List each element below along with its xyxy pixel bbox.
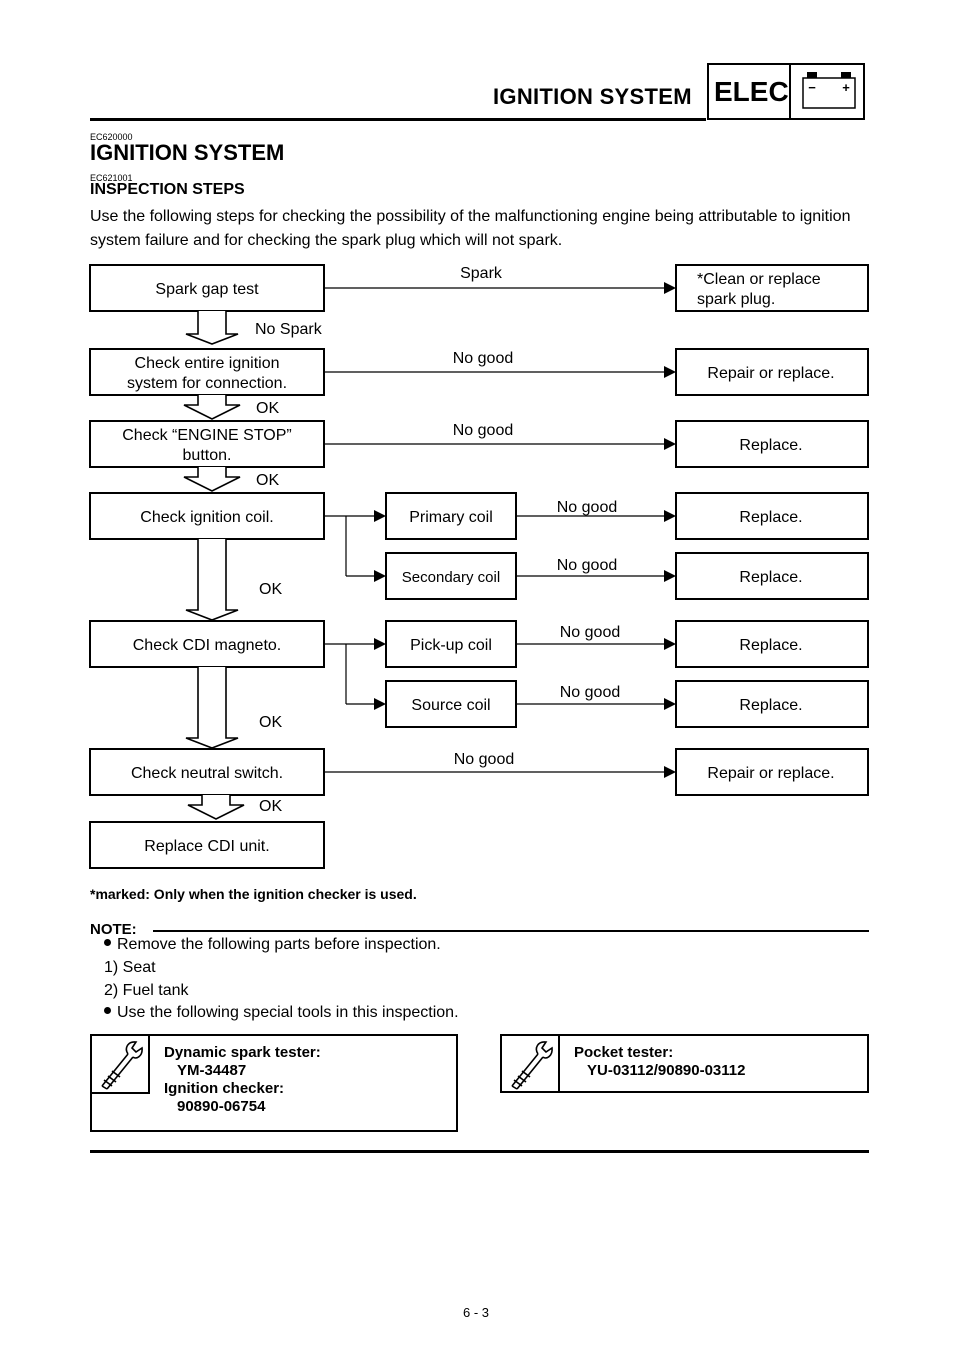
- arrowhead: [664, 570, 676, 582]
- mid-box-label: Source coil: [411, 697, 491, 714]
- result-box-label: Replace.: [739, 697, 803, 714]
- edge-label: No good: [559, 624, 621, 641]
- bullet-icon: [104, 939, 111, 946]
- note-item: [104, 936, 441, 954]
- tool-text: [164, 1044, 321, 1116]
- step-box-label: Replace CDI unit.: [144, 838, 270, 855]
- arrowhead: [664, 510, 676, 522]
- step-box-label: Check CDI magneto.: [132, 637, 282, 654]
- page-title: IGNITION SYSTEM: [90, 140, 285, 165]
- down-arrow: [184, 395, 240, 419]
- edge-label: Spark: [460, 265, 502, 282]
- result-box-label: Repair or replace.: [707, 765, 835, 782]
- page-number: 6 - 3: [463, 1305, 490, 1320]
- tool-icon-cell: [502, 1036, 560, 1091]
- arrowhead: [664, 438, 676, 450]
- arrowhead: [374, 638, 386, 650]
- step-box-label: Check entire ignition: [134, 355, 280, 372]
- mid-box-label: Secondary coil: [401, 569, 501, 586]
- header-section-title: IGNITION SYSTEM: [493, 84, 692, 109]
- result-box-label: Replace.: [739, 437, 803, 454]
- battery-plus: +: [842, 80, 850, 95]
- intro-paragraph: Use the following steps for checking the possibility of the malfunctioning engine being attributable to ignition system failure and for checking the spark plug which will not spark.: [90, 208, 851, 249]
- tool-icon-cell: [92, 1036, 150, 1094]
- tool-name: Ignition checker:: [164, 1080, 285, 1097]
- step-box-label: Check “ENGINE STOP”: [122, 427, 292, 444]
- special-tool-box: [500, 1034, 869, 1093]
- arrowhead: [374, 570, 386, 582]
- down-arrow: [186, 311, 238, 344]
- tool-name: Pocket tester:: [574, 1044, 674, 1061]
- bullet-icon: [104, 1007, 111, 1014]
- mid-box-label: Primary coil: [409, 509, 493, 526]
- edge-label: No good: [559, 684, 621, 701]
- down-label: OK: [256, 472, 280, 489]
- arrowhead: [664, 638, 676, 650]
- note-item: [104, 1004, 459, 1022]
- result-box-label: Repair or replace.: [707, 365, 835, 382]
- special-tool-box: [90, 1034, 458, 1132]
- elec-badge-label: ELEC: [714, 76, 789, 107]
- note-subitem: 2) Fuel tank: [104, 982, 189, 999]
- down-arrow: [186, 539, 238, 620]
- down-arrow: [188, 795, 244, 819]
- tool-number: YU-03112/90890-03112: [587, 1062, 746, 1079]
- bottom-rule: [90, 1150, 869, 1153]
- step-box-label: Spark gap test: [155, 281, 259, 298]
- edge-label: No good: [556, 557, 618, 574]
- battery-minus: −: [808, 80, 816, 95]
- tool-name: Dynamic spark tester:: [164, 1044, 321, 1061]
- result-box-label: Replace.: [739, 637, 803, 654]
- arrowhead: [664, 766, 676, 778]
- result-box-label: Replace.: [739, 569, 803, 586]
- subsection-code: EC621001: [90, 173, 133, 183]
- wrench-icon: [502, 1036, 558, 1092]
- note-item-text: Remove the following parts before inspection.: [117, 936, 441, 953]
- edge-label: No good: [556, 499, 618, 516]
- arrowhead: [664, 366, 676, 378]
- tool-number: 90890-06754: [177, 1098, 266, 1115]
- step-box-label: system for connection.: [126, 375, 288, 392]
- down-label: OK: [259, 581, 283, 598]
- result-box-label: Replace.: [739, 509, 803, 526]
- arrowhead: [374, 510, 386, 522]
- down-label: OK: [256, 400, 280, 417]
- tool-text: [574, 1044, 745, 1080]
- step-box-label: Check neutral switch.: [130, 765, 284, 782]
- step-box-label: button.: [182, 447, 232, 464]
- wrench-icon: [92, 1036, 148, 1092]
- down-label: OK: [259, 714, 283, 731]
- tool-number: YM-34487: [177, 1062, 247, 1079]
- arrowhead: [374, 698, 386, 710]
- section-code: EC620000: [90, 132, 133, 142]
- step-box-label: Check ignition coil.: [140, 509, 274, 526]
- result-box-label: spark plug.: [697, 291, 776, 308]
- edge-label: No good: [453, 751, 515, 768]
- result-box-label: *Clean or replace: [697, 271, 821, 288]
- note-rule: [153, 930, 869, 932]
- note-subitem: 1) Seat: [104, 959, 156, 976]
- down-arrow: [186, 667, 238, 748]
- edge-label: No good: [452, 422, 514, 439]
- subsection-title: INSPECTION STEPS: [90, 181, 245, 198]
- arrowhead: [664, 698, 676, 710]
- note-item-text: Use the following special tools in this inspection.: [117, 1004, 459, 1021]
- edge-label: No good: [452, 350, 514, 367]
- down-label: No Spark: [255, 321, 322, 338]
- down-arrow: [184, 467, 240, 491]
- footnote: *marked: Only when the ignition checker is used.: [90, 886, 417, 902]
- down-label: OK: [259, 798, 283, 815]
- arrowhead: [664, 282, 676, 294]
- note-label: NOTE:: [90, 921, 137, 938]
- mid-box-label: Pick-up coil: [410, 637, 492, 654]
